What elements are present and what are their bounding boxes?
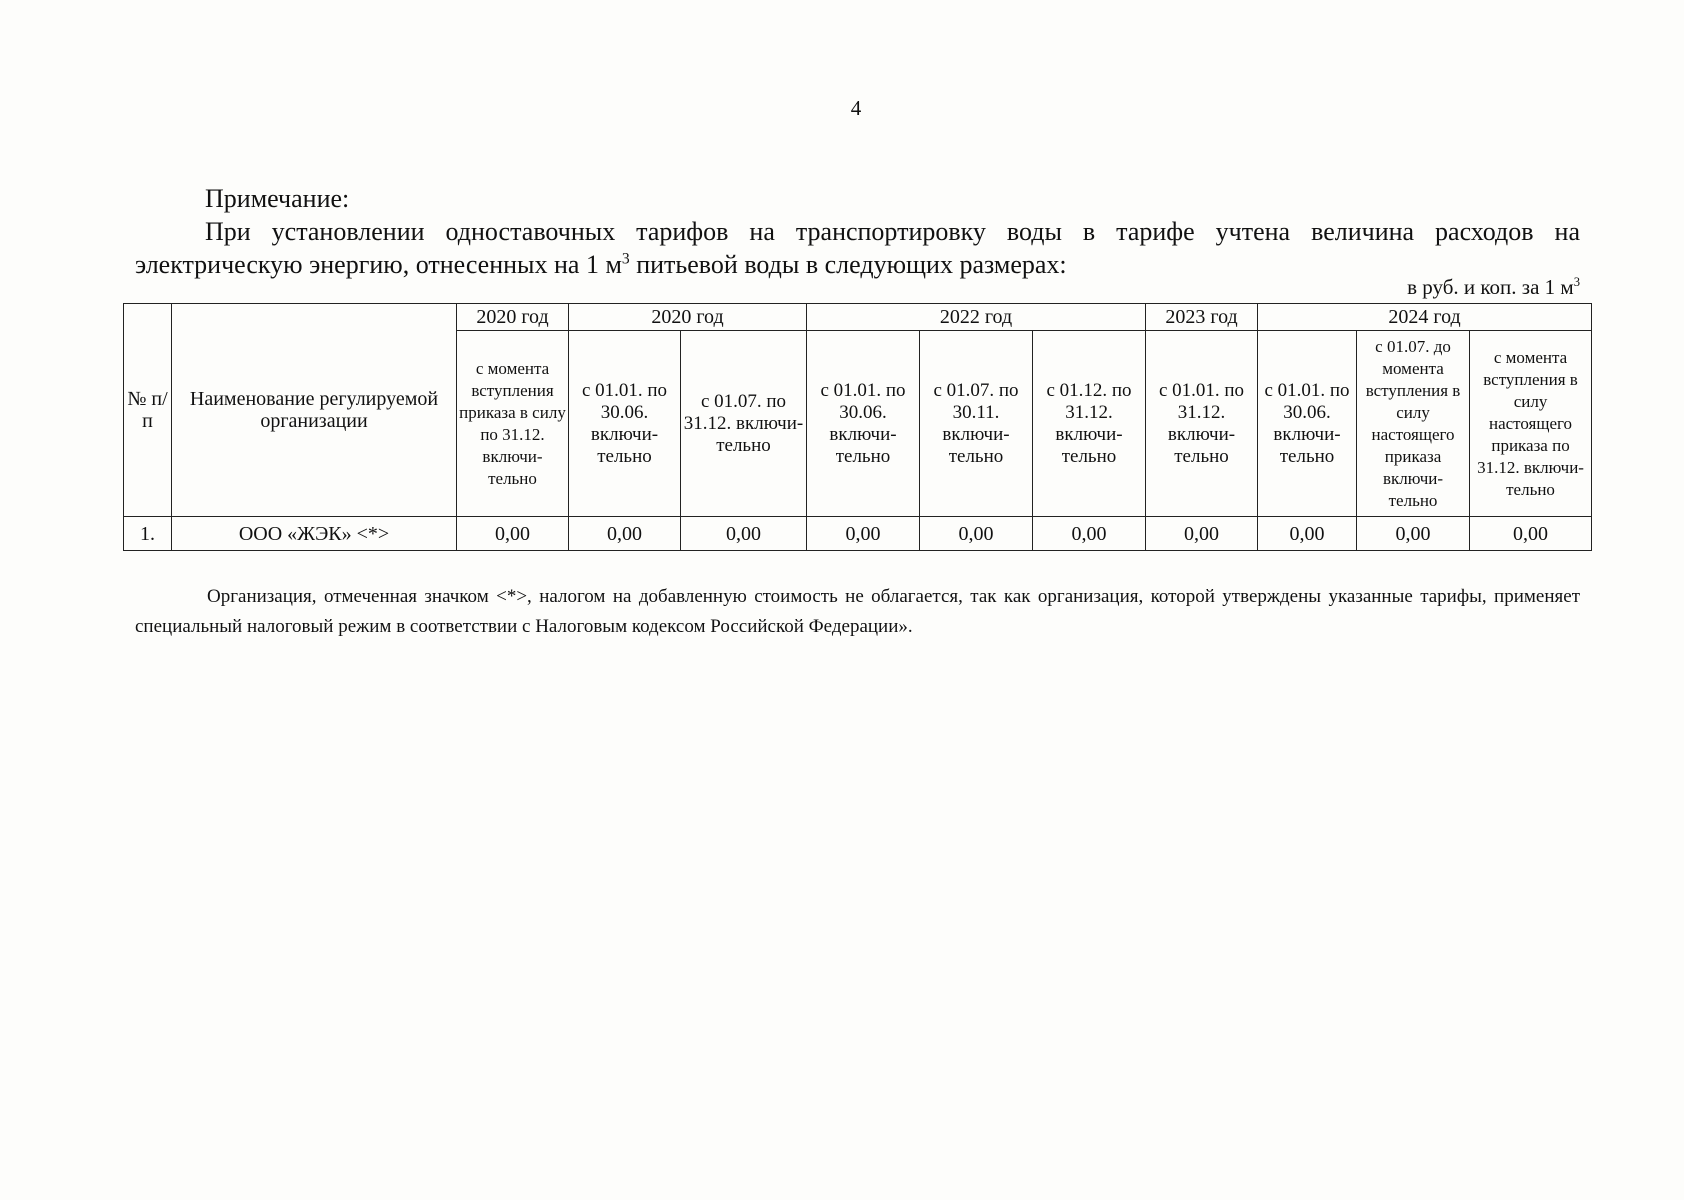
header-period: с 01.12. по 31.12. включи-тельно bbox=[1033, 331, 1146, 517]
row-value: 0,00 bbox=[1146, 517, 1258, 551]
note-text bbox=[135, 215, 1580, 281]
header-year: 2022 год bbox=[807, 304, 1146, 331]
row-value: 0,00 bbox=[569, 517, 681, 551]
header-year: 2024 год bbox=[1258, 304, 1592, 331]
header-period: с 01.01. по 30.06. включи-тельно bbox=[807, 331, 920, 517]
tariff-table bbox=[123, 303, 1592, 551]
header-period: с 01.01. по 30.06. включи-тельно bbox=[1258, 331, 1357, 517]
table-row bbox=[124, 517, 1592, 551]
note-title: Примечание: bbox=[205, 184, 350, 213]
header-period: с 01.07. по 31.12. включи-тельно bbox=[681, 331, 807, 517]
note-text-tail: питьевой воды в следующих размерах: bbox=[629, 250, 1067, 279]
row-value: 0,00 bbox=[807, 517, 920, 551]
header-org-name: Наименование регулируемой организации bbox=[172, 304, 457, 517]
header-year: 2023 год bbox=[1146, 304, 1258, 331]
row-value: 0,00 bbox=[1033, 517, 1146, 551]
page-number: 4 bbox=[850, 96, 862, 120]
header-period: с момента вступления приказа в силу по 31.12. включи-тельно bbox=[457, 331, 569, 517]
header-period: с 01.01. по 31.12. включи-тельно bbox=[1146, 331, 1258, 517]
row-value: 0,00 bbox=[1357, 517, 1470, 551]
header-year: 2020 год bbox=[569, 304, 807, 331]
note-text-main: При установлении одноставочных тарифов на транспортировку воды в тарифе учтена величина расходов на электрическую энергию, отнесенных на 1 м bbox=[135, 217, 1580, 279]
row-value: 0,00 bbox=[1470, 517, 1592, 551]
header-period: с 01.07. по 30.11. включи-тельно bbox=[920, 331, 1033, 517]
units-label bbox=[1300, 275, 1580, 300]
footnote: Организация, отмеченная значком <*>, налогом на добавленную стоимость не облагается, так как организация, которой утверждены указанные тарифы, применяет специальный налоговый режим в соответствии с Налоговым кодексом Российской Федерации». bbox=[135, 586, 1580, 637]
row-value: 0,00 bbox=[681, 517, 807, 551]
header-num: № п/ п bbox=[124, 304, 172, 517]
units-text: в руб. и коп. за 1 м bbox=[1407, 275, 1574, 299]
header-period: с 01.01. по 30.06. включи-тельно bbox=[569, 331, 681, 517]
note-text-superscript: 3 bbox=[621, 250, 630, 268]
header-period: с момента вступления в силу настоящего приказа по 31.12. включи-тельно bbox=[1470, 331, 1592, 517]
row-value: 0,00 bbox=[1258, 517, 1357, 551]
row-value: 0,00 bbox=[920, 517, 1033, 551]
header-period: с 01.07. до момента вступления в силу настоящего приказа включи-тельно bbox=[1357, 331, 1470, 517]
row-value: 0,00 bbox=[457, 517, 569, 551]
row-num: 1. bbox=[124, 517, 172, 551]
row-org-name: ООО «ЖЭК» <*> bbox=[172, 517, 457, 551]
units-superscript: 3 bbox=[1573, 275, 1580, 289]
header-year: 2020 год bbox=[457, 304, 569, 331]
table-header-year-row bbox=[124, 304, 1592, 331]
